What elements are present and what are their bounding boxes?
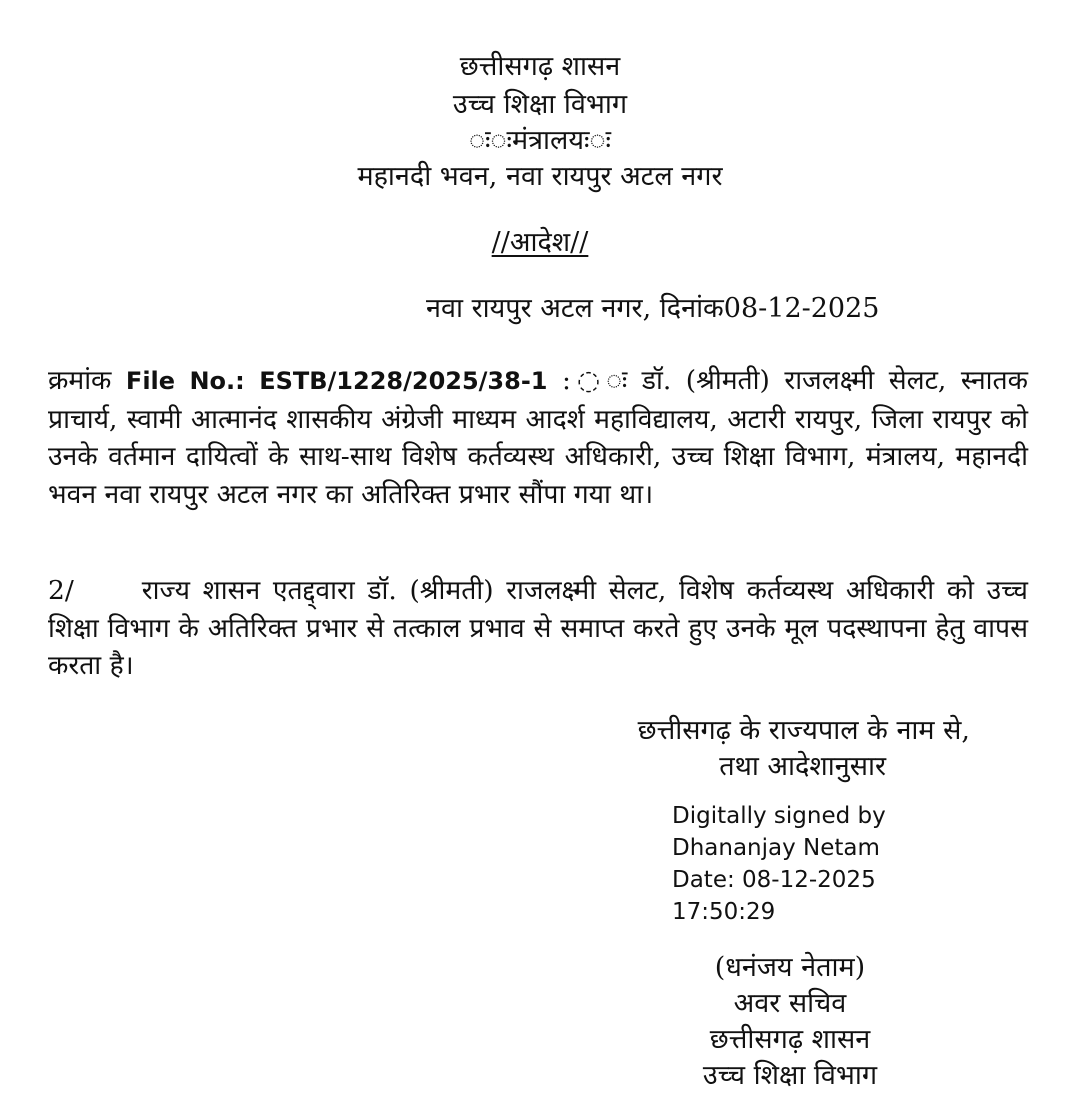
officer-designation: अवर सचिव xyxy=(733,988,847,1019)
paragraph-2-body: राज्य शासन एतद्द्वारा डॉ. (श्रीमती) राजलक्ष्मी सेलट, विशेष कर्तव्यस्थ अधिकारी को उच्च शिक्षा विभाग के अतिरिक्त प्रभार से तत्काल प्रभाव से समाप्त करते हुए उनके मूल पदस्थापना हेतु वापस करता है। xyxy=(48,575,1028,681)
officer-org-line-2: उच्च शिक्षा विभाग xyxy=(702,1060,878,1091)
order-date: नवा रायपुर अटल नगर, दिनांक08-12-2025 xyxy=(426,293,880,324)
digital-signature-line-1: Digitally signed by xyxy=(672,803,886,829)
paragraph-1-body: :◌ः डॉ. (श्रीमती) राजलक्ष्मी सेलट, स्नातक प्राचार्य, स्वामी आत्मानंद शासकीय अंग्रेजी माध्यम आदर्श महाविद्यालय, अटारी रायपुर, जिला रायपुर को उनके वर्तमान दायित्वों के साथ-साथ विशेष कर्तव्यस्थ अधिकारी, उच्च शिक्षा विभाग, मंत्रालय, महानदी भवन नवा रायपुर अटल नगर का अतिरिक्त प्रभार सौंपा गया था। xyxy=(48,365,1028,510)
digital-signature xyxy=(672,800,886,928)
digital-signature-signer: Dhananjay Netam xyxy=(672,835,880,861)
officer-name: (धनंजय नेताम) xyxy=(714,952,866,983)
order-title: //आदेश// xyxy=(491,227,589,258)
officer-block xyxy=(640,950,940,1094)
digital-signature-date: Date: 08-12-2025 xyxy=(672,867,876,893)
header-address: महानदी भवन, नवा रायपुर अटल नगर xyxy=(357,161,723,192)
by-order-block xyxy=(638,713,970,785)
order-number-prefix: क्रमांक xyxy=(48,365,112,396)
paragraph-number: 2/ xyxy=(48,575,74,606)
digital-signature-time: 17:50:29 xyxy=(672,899,776,925)
by-order-line-1: छत्तीसगढ़ के राज्यपाल के नाम से, xyxy=(637,715,970,746)
paragraph-1 xyxy=(48,362,1028,513)
header-ministry: ◌ः◌ःमंत्रालयः◌ः xyxy=(469,125,611,156)
file-number: File No.: ESTB/1228/2025/38-1 xyxy=(125,367,548,395)
officer-org-line-1: छत्तीसगढ़ शासन xyxy=(709,1024,871,1055)
header-department: उच्च शिक्षा विभाग xyxy=(452,89,628,120)
by-order-line-2: तथा आदेशानुसार xyxy=(719,751,886,782)
paragraph-2 xyxy=(48,572,1028,685)
header-government: छत्तीसगढ़ शासन xyxy=(459,51,621,82)
